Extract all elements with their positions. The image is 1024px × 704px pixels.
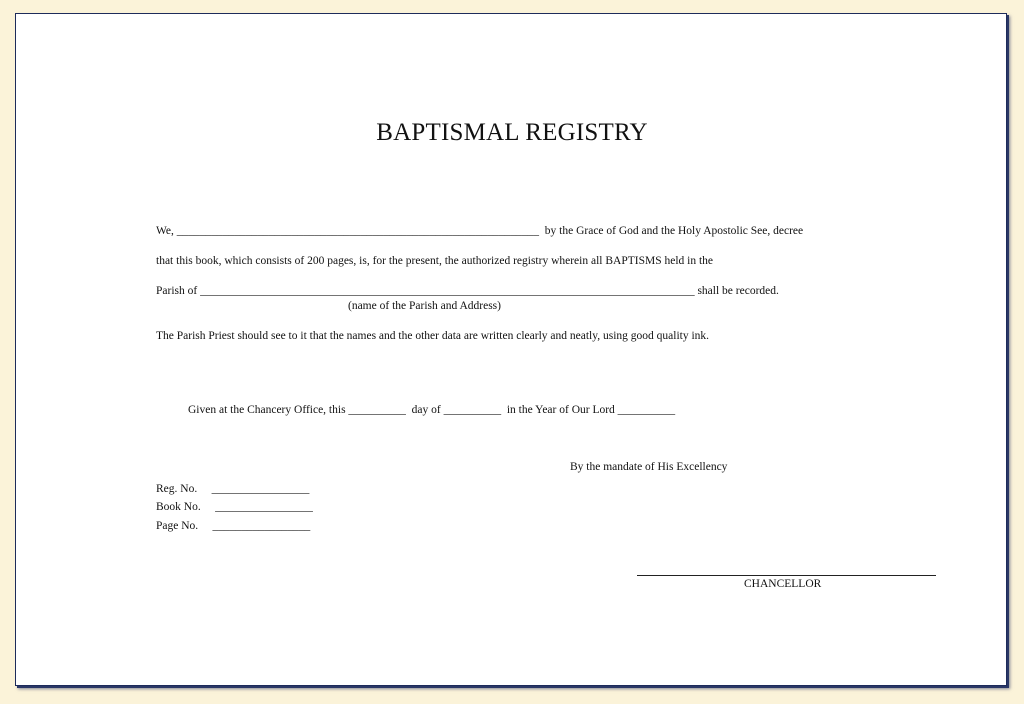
parish-line: Parish of ______________________________________________________________________________________ shall be recorded. [156,285,779,297]
decree-line-2: that this book, which consists of 200 pages, is, for the present, the authorized registry wherein all BAPTISMS held in the [156,255,714,267]
parish-caption: (name of the Parish and Address) [348,300,501,312]
reg-no-field: Reg. No. _________________ [156,483,310,495]
instruction-line: The Parish Priest should see to it that the names and the other data are written clearly and neatly, using good quality ink. [156,330,710,342]
mandate-text: By the mandate of His Excellency [570,461,728,473]
book-no-field: Book No. _________________ [156,501,313,513]
decree-line-1: We, _______________________________________________________________ by the Grace of God and the Holy Apostolic See, decree [156,225,804,237]
signature-line [637,575,936,576]
page-no-field: Page No. _________________ [156,520,311,532]
document-title: BAPTISMAL REGISTRY [376,119,648,146]
given-line: Given at the Chancery Office, this __________ day of __________ in the Year of Our Lord __________ [188,404,676,416]
document-page [15,13,1007,686]
chancellor-label: CHANCELLOR [744,578,822,590]
